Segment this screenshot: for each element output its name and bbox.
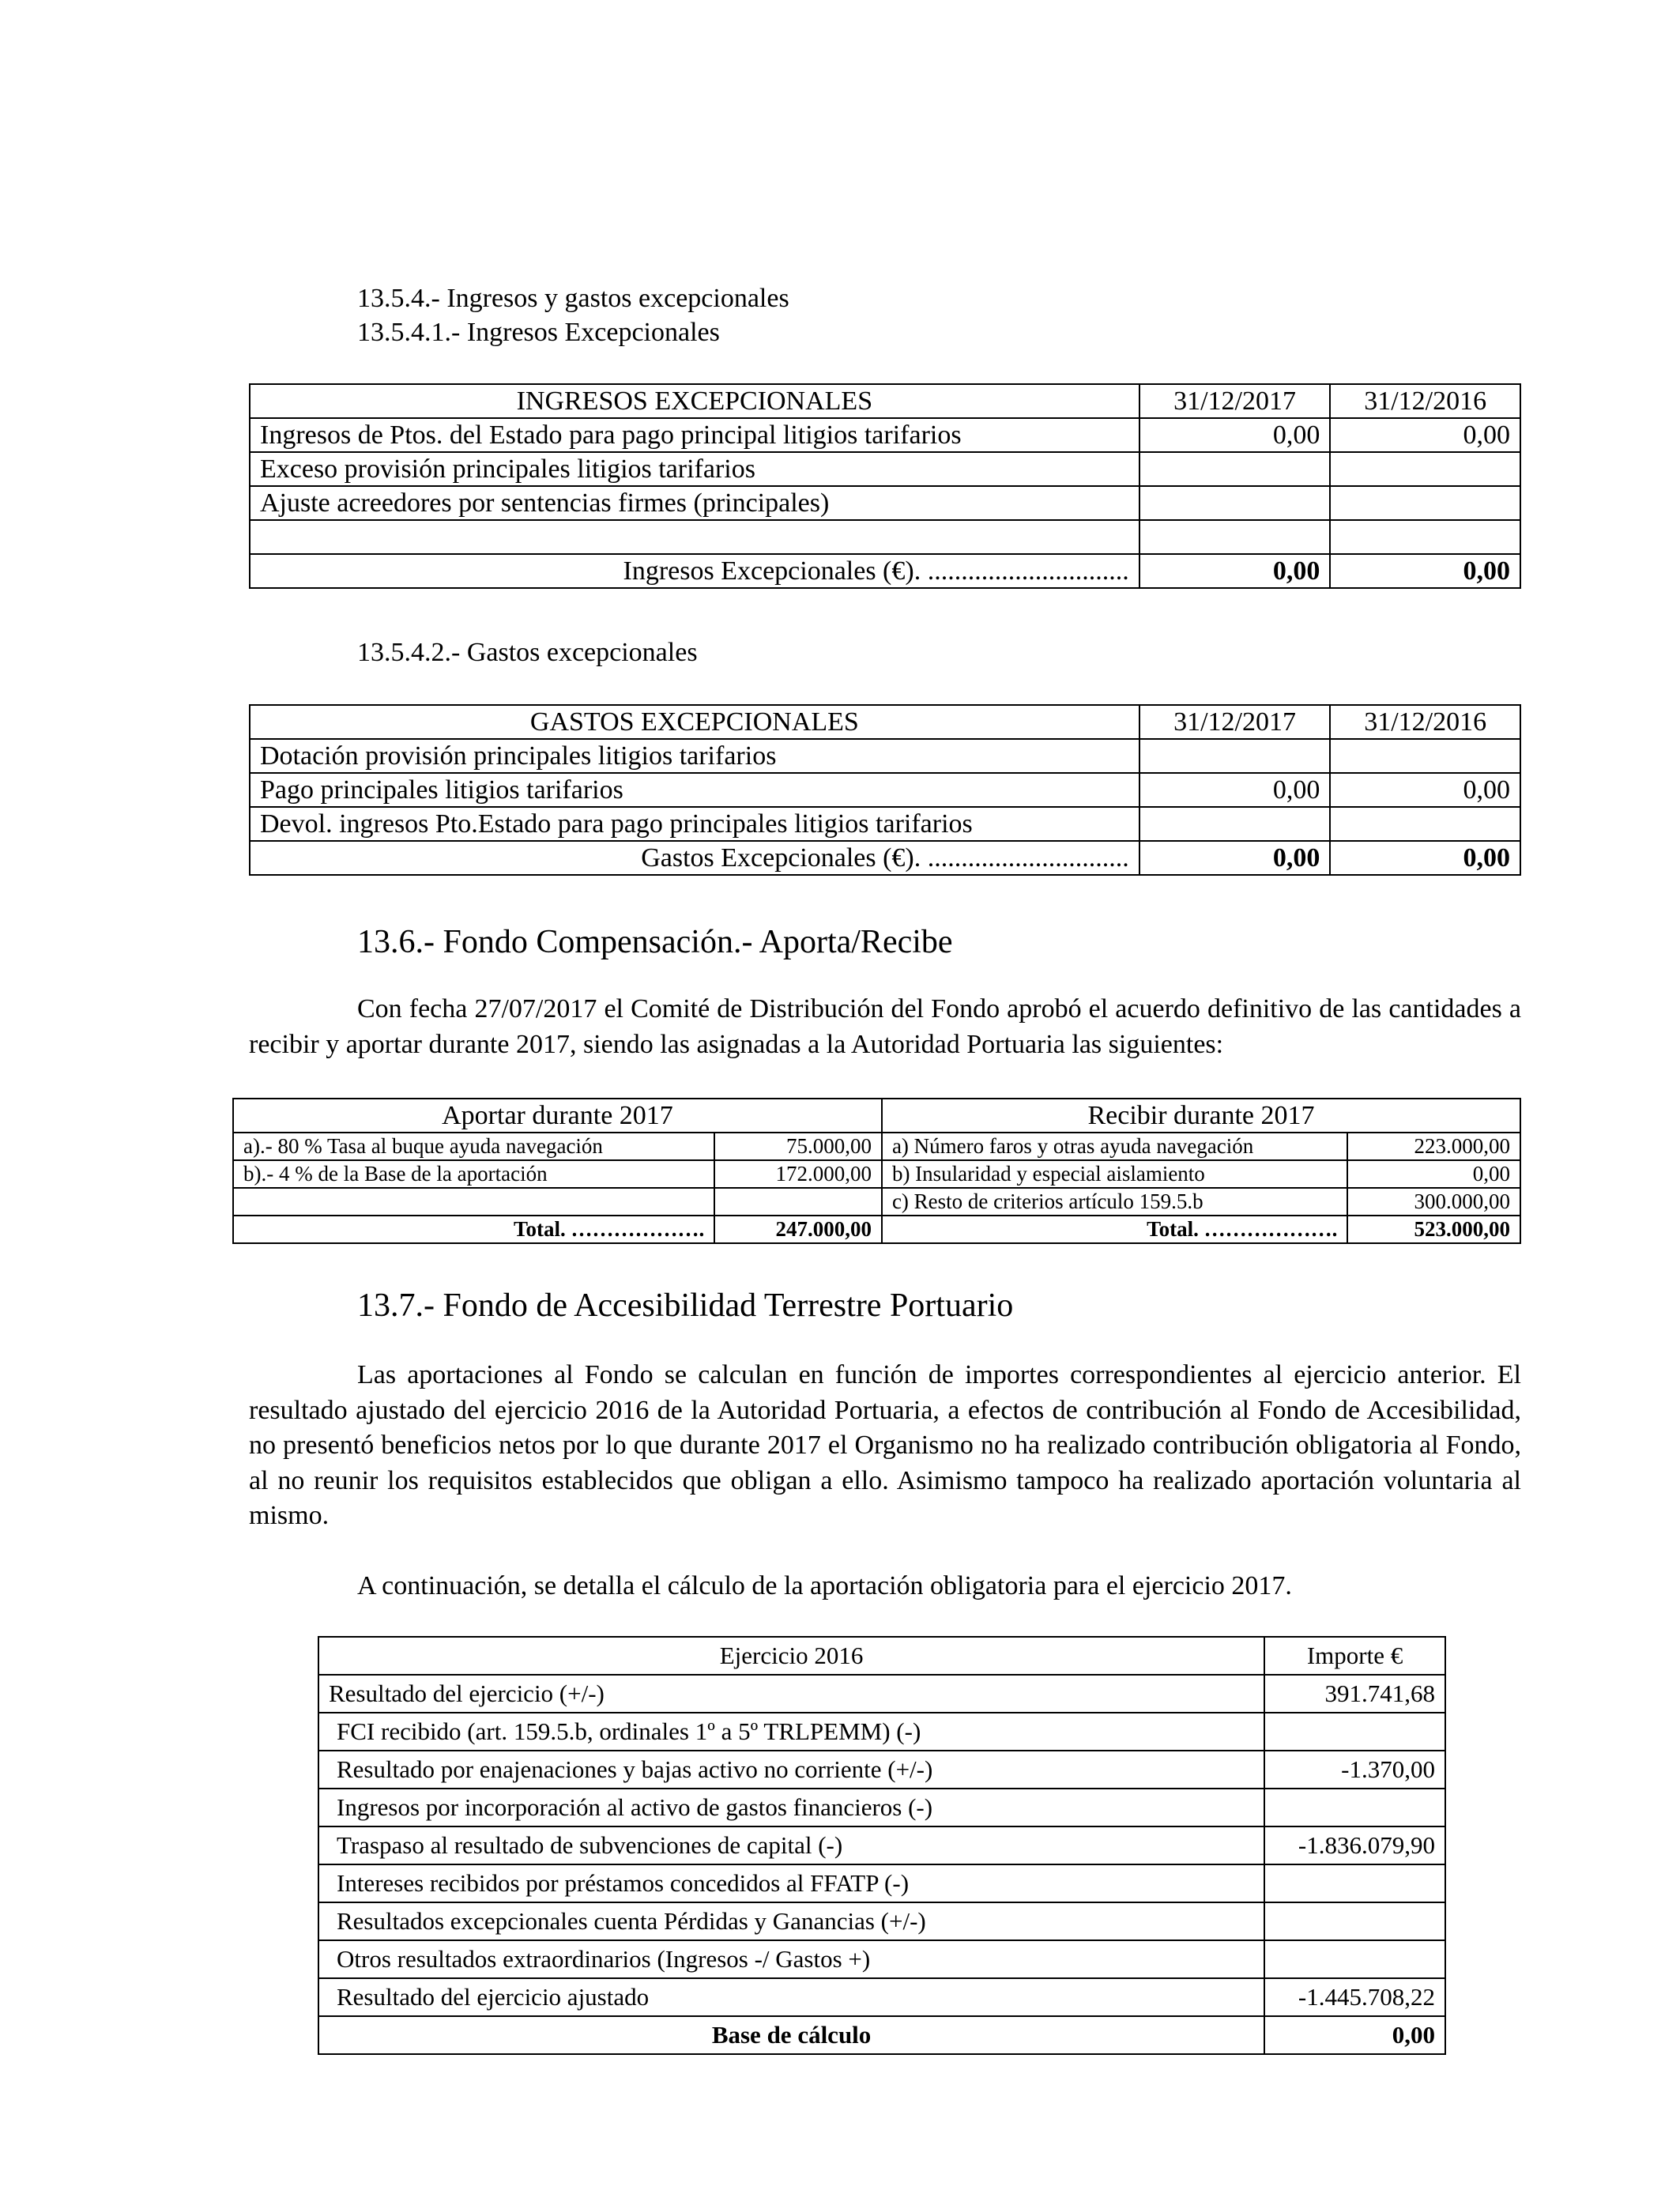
value-cell: 0,00 — [1330, 773, 1520, 807]
value-cell — [1264, 1713, 1445, 1751]
table-row — [250, 739, 1520, 773]
table-row — [318, 1864, 1445, 1902]
row-label: Ingresos de Ptos. del Estado para pago principal litigios tarifarios — [250, 418, 1139, 452]
table-row — [233, 1160, 1520, 1188]
header-cell: Importe € — [1264, 1637, 1445, 1675]
row-label: Pago principales litigios tarifarios — [250, 773, 1139, 807]
aportar-total-label: Total. ………………. — [233, 1216, 714, 1243]
table-row — [250, 452, 1520, 486]
recibir-value: 0,00 — [1347, 1160, 1520, 1188]
total-value: 0,00 — [1330, 554, 1520, 588]
row-label: Resultados excepcionales cuenta Pérdidas y Ganancias (+/-) — [318, 1902, 1264, 1940]
aportar-label: a).- 80 % Tasa al buque ayuda navegación — [233, 1133, 714, 1160]
table-header-row — [233, 1099, 1520, 1133]
row-label: Otros resultados extraordinarios (Ingresos -/ Gastos +) — [318, 1940, 1264, 1978]
paragraph-fondo-compensacion: Con fecha 27/07/2017 el Comité de Distribución del Fondo aprobó el acuerdo definitivo de las cantidades a recibir y aportar durante 2017, siendo las asignadas a la Autoridad Portuaria las siguientes: — [249, 994, 1521, 1059]
total-row — [233, 1216, 1520, 1243]
header-cell: 31/12/2017 — [1139, 705, 1331, 739]
value-cell: 0,00 — [1330, 418, 1520, 452]
row-label: Intereses recibidos por préstamos concedidos al FFATP (-) — [318, 1864, 1264, 1902]
paragraph-fondo-accesibilidad: Las aportaciones al Fondo se calculan en función de importes correspondientes al ejercicio anterior. El resultado ajustado del ejercicio 2016 de la Autoridad Portuaria, a efectos de contribución al Fondo de Accesibilidad, no presentó beneficios netos por lo que durante 2017 el Organismo no ha realizado contribución obligatoria al Fondo, al no reunir los requisitos establecidos que obligan a ello. Asimismo tampoco ha realizado aportación voluntaria al mismo. — [249, 1360, 1521, 1530]
aportar-value: 75.000,00 — [714, 1133, 882, 1160]
section-heading-13-7: 13.7.- Fondo de Accesibilidad Terrestre Portuario — [357, 1287, 1014, 1324]
table-row — [318, 1940, 1445, 1978]
value-cell — [1330, 452, 1520, 486]
value-cell — [1330, 520, 1520, 554]
table-header-row — [250, 384, 1520, 418]
recibir-value: 223.000,00 — [1347, 1133, 1520, 1160]
total-row — [250, 554, 1520, 588]
table-row — [250, 807, 1520, 841]
value-cell: 0,00 — [1139, 418, 1331, 452]
value-cell: -1.445.708,22 — [1264, 1978, 1445, 2016]
value-cell — [1264, 1864, 1445, 1902]
total-label: Ingresos Excepcionales (€). .............................. — [250, 554, 1139, 588]
total-row — [250, 841, 1520, 875]
gastos-excepcionales-table — [249, 704, 1521, 876]
subsection-heading-13-5-4-1: 13.5.4.1.- Ingresos Excepcionales — [357, 318, 720, 347]
table-row — [318, 1826, 1445, 1864]
recibir-label: c) Resto de criterios artículo 159.5.b — [882, 1188, 1347, 1216]
row-label: Traspaso al resultado de subvenciones de capital (-) — [318, 1826, 1264, 1864]
recibir-total-label: Total. ………………. — [882, 1216, 1347, 1243]
aportar-label — [233, 1188, 714, 1216]
header-cell: 31/12/2016 — [1330, 705, 1520, 739]
row-label: Resultado del ejercicio (+/-) — [318, 1675, 1264, 1713]
table-row — [250, 773, 1520, 807]
ingresos-excepcionales-table — [249, 383, 1521, 589]
aportar-label: b).- 4 % de la Base de la aportación — [233, 1160, 714, 1188]
row-label: Ajuste acreedores por sentencias firmes (principales) — [250, 486, 1139, 520]
value-cell — [1264, 1902, 1445, 1940]
subsection-heading-13-5-4-2: 13.5.4.2.- Gastos excepcionales — [357, 638, 698, 667]
value-cell: -1.836.079,90 — [1264, 1826, 1445, 1864]
value-cell: -1.370,00 — [1264, 1751, 1445, 1789]
table-row — [250, 520, 1520, 554]
row-label: Dotación provisión principales litigios tarifarios — [250, 739, 1139, 773]
recibir-total-value: 523.000,00 — [1347, 1216, 1520, 1243]
value-cell — [1139, 807, 1331, 841]
row-label: FCI recibido (art. 159.5.b, ordinales 1º a 5º TRLPEMM) (-) — [318, 1713, 1264, 1751]
value-cell — [1139, 739, 1331, 773]
table-row — [233, 1188, 1520, 1216]
value-cell — [1139, 520, 1331, 554]
row-label: Resultado del ejercicio ajustado — [318, 1978, 1264, 2016]
recibir-header: Recibir durante 2017 — [882, 1099, 1520, 1133]
table-row — [233, 1133, 1520, 1160]
recibir-label: b) Insularidad y especial aislamiento — [882, 1160, 1347, 1188]
table-row — [318, 1713, 1445, 1751]
table-row — [318, 1675, 1445, 1713]
value-cell — [1330, 807, 1520, 841]
row-label: Ingresos por incorporación al activo de gastos financieros (-) — [318, 1789, 1264, 1826]
row-label — [250, 520, 1139, 554]
total-value: 0,00 — [1264, 2016, 1445, 2054]
table-header-row — [250, 705, 1520, 739]
total-value: 0,00 — [1139, 841, 1331, 875]
aportar-total-value: 247.000,00 — [714, 1216, 882, 1243]
section-heading-13-5-4: 13.5.4.- Ingresos y gastos excepcionales — [357, 284, 789, 313]
aportar-value — [714, 1188, 882, 1216]
table-header-row — [318, 1637, 1445, 1675]
header-cell: Ejercicio 2016 — [318, 1637, 1264, 1675]
aportar-value: 172.000,00 — [714, 1160, 882, 1188]
row-label: Devol. ingresos Pto.Estado para pago principales litigios tarifarios — [250, 807, 1139, 841]
header-cell: 31/12/2016 — [1330, 384, 1520, 418]
row-label: Exceso provisión principales litigios tarifarios — [250, 452, 1139, 486]
value-cell: 391.741,68 — [1264, 1675, 1445, 1713]
recibir-value: 300.000,00 — [1347, 1188, 1520, 1216]
value-cell: 0,00 — [1139, 773, 1331, 807]
table-row — [250, 486, 1520, 520]
paragraph-calculo-aportacion: A continuación, se detalla el cálculo de la aportación obligatoria para el ejercicio 2017. — [357, 1571, 1292, 1600]
aportar-header: Aportar durante 2017 — [233, 1099, 882, 1133]
total-value: 0,00 — [1139, 554, 1331, 588]
value-cell — [1139, 452, 1331, 486]
table-row — [250, 418, 1520, 452]
header-cell: GASTOS EXCEPCIONALES — [250, 705, 1139, 739]
table-row — [318, 1902, 1445, 1940]
header-cell: 31/12/2017 — [1139, 384, 1331, 418]
total-label: Base de cálculo — [318, 2016, 1264, 2054]
value-cell — [1139, 486, 1331, 520]
header-cell: INGRESOS EXCEPCIONALES — [250, 384, 1139, 418]
section-heading-13-6: 13.6.- Fondo Compensación.- Aporta/Recibe — [357, 924, 953, 960]
value-cell — [1330, 739, 1520, 773]
table-row — [318, 1978, 1445, 2016]
table-row — [318, 1789, 1445, 1826]
value-cell — [1264, 1789, 1445, 1826]
total-value: 0,00 — [1330, 841, 1520, 875]
total-row — [318, 2016, 1445, 2054]
calculo-aportacion-table — [318, 1636, 1446, 2055]
total-label: Gastos Excepcionales (€). .............................. — [250, 841, 1139, 875]
fondo-compensacion-table — [232, 1098, 1521, 1244]
row-label: Resultado por enajenaciones y bajas activo no corriente (+/-) — [318, 1751, 1264, 1789]
value-cell — [1264, 1940, 1445, 1978]
recibir-label: a) Número faros y otras ayuda navegación — [882, 1133, 1347, 1160]
table-row — [318, 1751, 1445, 1789]
value-cell — [1330, 486, 1520, 520]
